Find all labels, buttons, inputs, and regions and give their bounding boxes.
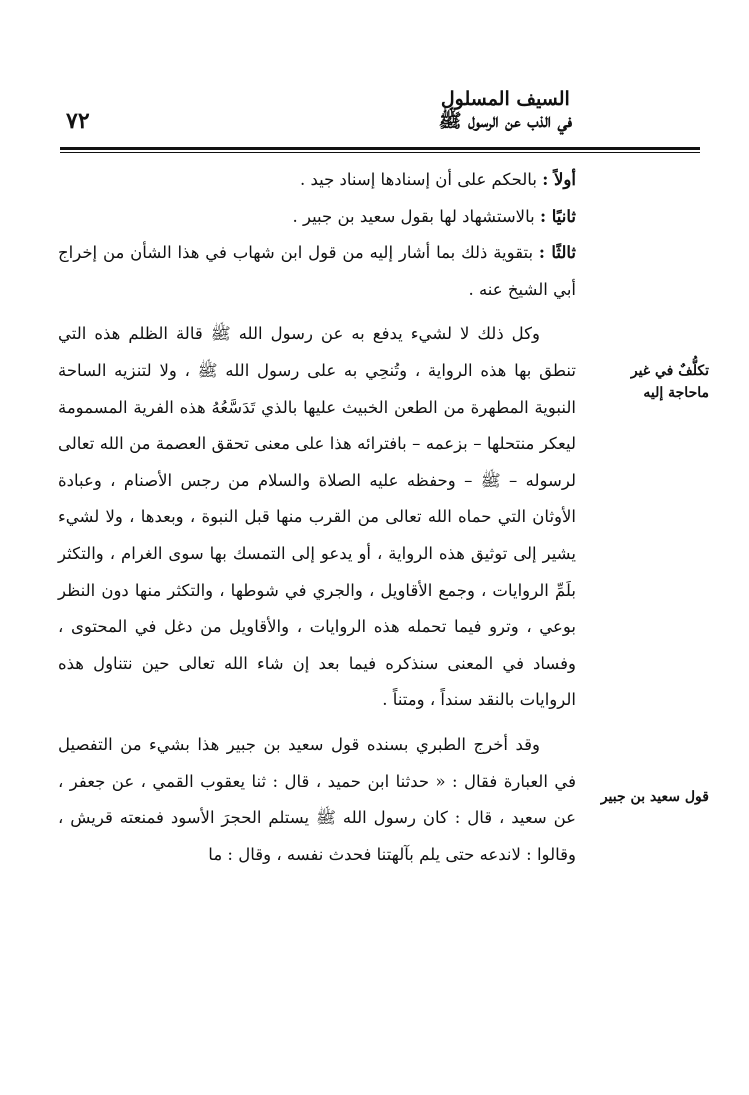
- margin-note-line: تكلُّفٌ في غير: [630, 363, 709, 379]
- paragraph-text: بالاستشهاد لها بقول سعيد بن جبير .: [292, 206, 540, 226]
- running-title-line2: في الذب عن الرسول ﷺ: [438, 110, 572, 132]
- page-number: ٧٢: [66, 108, 90, 134]
- running-title-line1: السيف المسلول: [440, 88, 570, 110]
- header-rule-thin: [60, 152, 700, 153]
- margin-note-line: ماحاجة إليه: [643, 385, 709, 401]
- page-header: [60, 88, 692, 144]
- main-text: [58, 162, 576, 873]
- list-lead: ثانيًا :: [539, 206, 576, 226]
- margin-note-line: قول سعيد بن جبير: [600, 789, 709, 805]
- list-lead: ثالثًا :: [538, 243, 576, 263]
- running-title: [439, 88, 572, 132]
- paragraph-second: [58, 199, 576, 236]
- margin-note-said: [599, 786, 709, 808]
- header-rule-thick: [60, 147, 700, 150]
- list-lead: أولاً :: [542, 170, 576, 189]
- paragraph-main: وكل ذلك لا لشيء يدفع به عن رسول الله ﷺ قالة الظلم هذه التي تنطق بها هذه الرواية ، وتُنحِي به على رسول الله ﷺ ، ولا لتنزيه الساحة النبوية المطهرة من الطعن الخبيث عليها بالذي تَدَسَّعُهُ هذه الفرية المسمومة ليعكر منتحلها – بزعمه – بافترائه هذا على معنى تحقق العصمة من الله تعالى لرسوله – ﷺ – وحفظه عليه الصلاة والسلام من رجس الأصنام ، وعبادة الأوثان التي حماه الله تعالى من القرب منها قبل النبوة ، وبعدها ، ولا لشيء يشير إلى توثيق هذه الرواية ، أو يدعو إلى التمسك بها سوى الغرام ، والتكثر بلَمِّ الروايات ، وجمع الأقاويل ، والجري في شوطها ، والتكثر منها دون النظر بوعي ، وترو فيما تحمله هذه الروايات ، والأقاويل من دغل في المحتوى ، وفساد في المعنى سنذكره فيما بعد إن شاء الله تعالى حين نتناول هذه الروايات بالنقد سنداً ، ومتناً .: [58, 324, 576, 710]
- paragraph-tabari: وقد أخرج الطبري بسنده قول سعيد بن جبير هذا بشيء من التفصيل في العبارة فقال : « حدثنا ابن حميد ، قال : ثنا يعقوب القمي ، عن جعفر ، عن سعيد ، قال : كان رسول الله ﷺ يستلم الحجرَ الأسود فمنعته قريش ، وقالوا : لاندعه حتى يلم بآلهتنا فحدث نفسه ، وقال : ما: [58, 734, 576, 864]
- paragraph-text: بتقوية ذلك بما أشار إليه من قول ابن شهاب في هذا الشأن من إخراج أبي الشيخ عنه .: [58, 243, 576, 299]
- margin-note-takalluf: [599, 360, 709, 404]
- paragraph-first: [58, 162, 576, 199]
- paragraph-text: بالحكم على أن إسنادها إسناد جيد .: [299, 170, 543, 189]
- paragraph-third: [58, 235, 576, 308]
